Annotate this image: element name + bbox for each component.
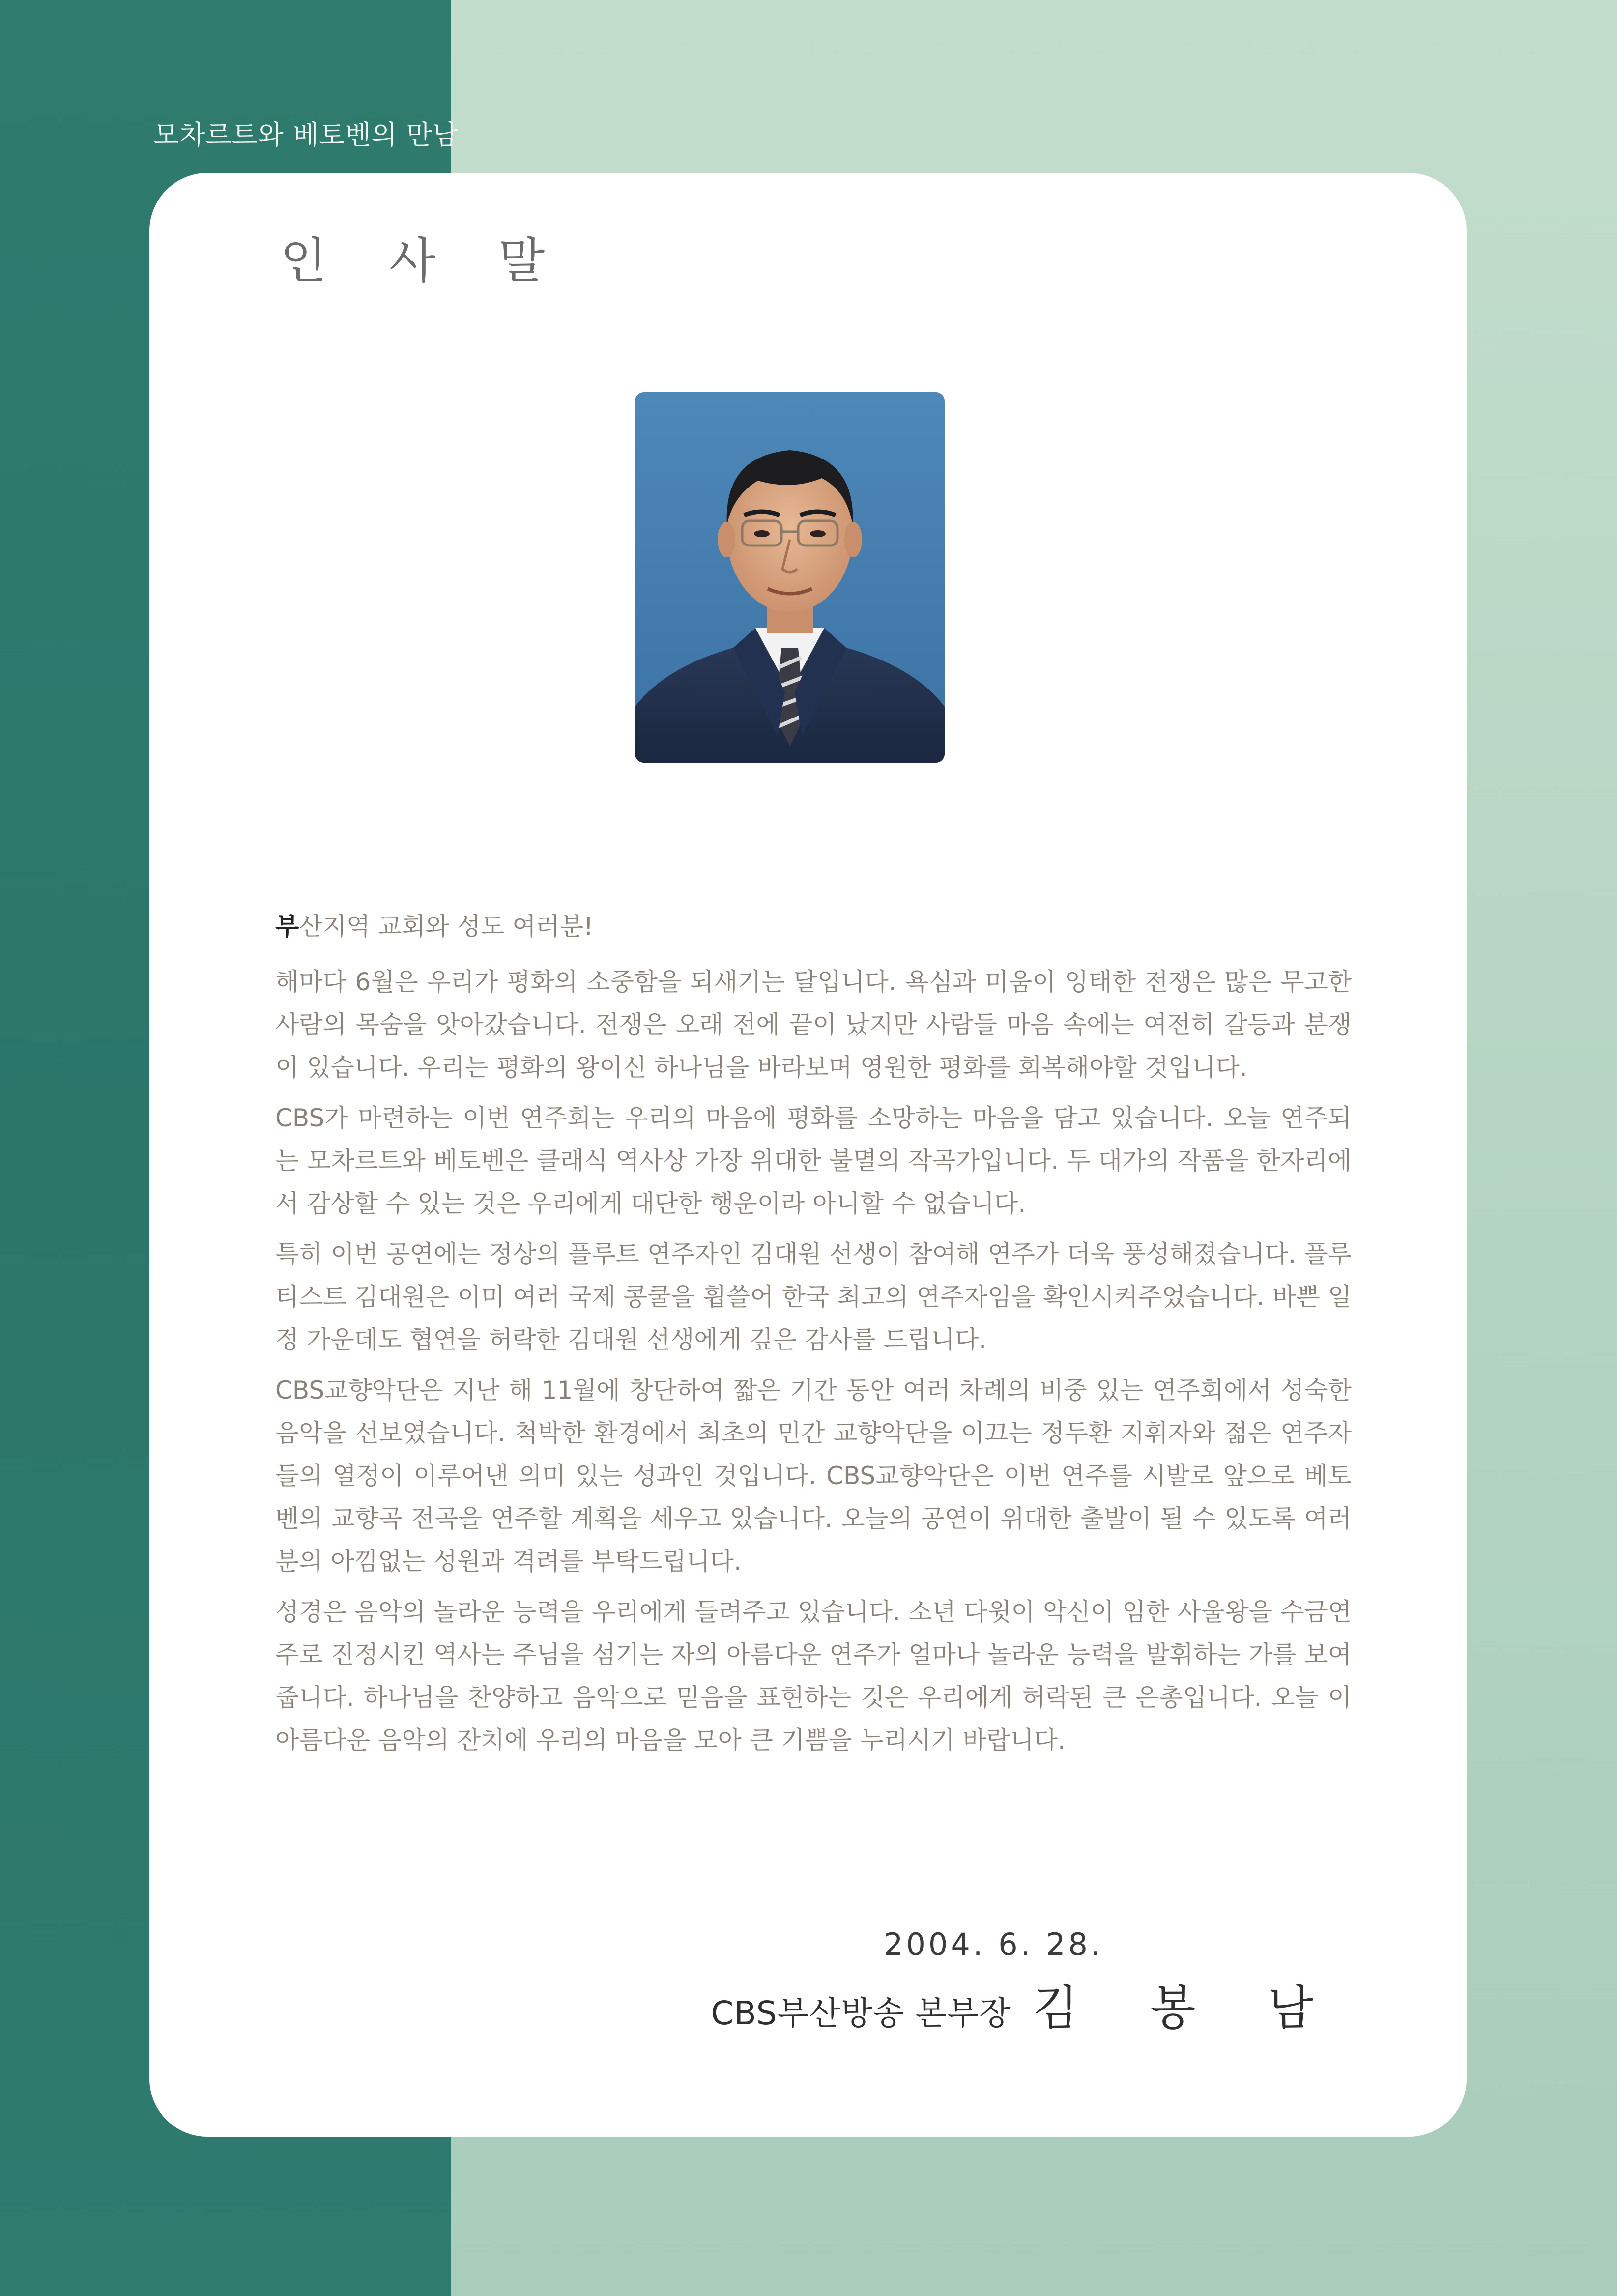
page-heading: 인 사 말 bbox=[280, 233, 569, 289]
salutation bbox=[275, 905, 1352, 948]
series-title: 모차르트와 베토벤의 만남 bbox=[153, 119, 459, 150]
paragraph-2: CBS가 마련하는 이번 연주회는 우리의 마음에 평화를 소망하는 마음을 담고 있습니다. 오늘 연주되는 모차르트와 베토벤은 클래식 역사상 가장 위대한 불멸의 작곡가입니다. 두 대가의 작품을 한자리에서 감상할 수 있는 것은 우리에게 대단한 행운이라 아니할 수 없습니다. bbox=[275, 1104, 1352, 1218]
paragraph-4: CBS교향악단은 지난 해 11월에 창단하여 짧은 기간 동안 여러 차례의 비중 있는 연주회에서 성숙한 음악을 선보였습니다. 척박한 환경에서 최초의 민간 교향악단을 이끄는 정두환 지휘자와 젊은 연주자들의 열정이 이루어낸 의미 있는 성과인 것입니다. CBS교향악단은 이번 연주를 시발로 앞으로 베토벤의 교향곡 전곡을 연주할 계획을 세우고 있습니다. 오늘의 공연이 위대한 출발이 될 수 있도록 여러분의 아낌없는 성원과 격려를 부탁드립니다. bbox=[275, 1376, 1352, 1576]
signature-name: 김 봉 남 bbox=[1032, 1980, 1342, 2036]
portrait-photo-icon bbox=[635, 392, 945, 763]
greeting-letter bbox=[275, 905, 1352, 1770]
portrait-photo bbox=[635, 392, 945, 763]
drop-letter: 부 bbox=[275, 912, 299, 941]
signature-organization: CBS부산방송 본부장 bbox=[711, 1994, 1011, 2032]
paragraph-1: 해마다 6월은 우리가 평화의 소중함을 되새기는 달입니다. 욕심과 미움이 잉태한 전쟁은 많은 무고한 사람의 목숨을 앗아갔습니다. 전쟁은 오래 전에 끝이 났지만 사람들 마음 속에는 여전히 갈등과 분쟁 이 있습니다. 우리는 평화의 왕이신 하나님을 바라보며 영원한 평화를 회복해야할 것입니다. bbox=[275, 968, 1352, 1082]
salutation-text: 산지역 교회와 성도 여러분! bbox=[299, 912, 594, 941]
paragraph-3: 특히 이번 공연에는 정상의 플루트 연주자인 김대원 선생이 참여해 연주가 더욱 풍성해졌습니다. 플루티스트 김대원은 이미 여러 국제 콩쿨을 휩쓸어 한국 최고의 연주자임을 확인시켜주었습니다. 바쁜 일정 가운데도 협연을 허락한 김대원 선생에게 깊은 감사를 드립니다. bbox=[275, 1240, 1352, 1354]
signature bbox=[711, 1971, 1342, 2038]
paragraph-5: 성경은 음악의 놀라운 능력을 우리에게 들려주고 있습니다. 소년 다윗이 악신이 임한 사울왕을 수금연주로 진정시킨 역사는 주님을 섬기는 자의 아름다운 연주가 얼마나 놀라운 능력을 발휘하는 가를 보여줍니다. 하나님을 찬양하고 음악으로 믿음을 표현하는 것은 우리에게 허락된 큰 은총입니다. 오늘 이 아름다운 음악의 잔치에 우리의 마음을 모아 큰 기쁨을 누리시기 바랍니다. bbox=[275, 1598, 1352, 1754]
letter-date: 2004. 6. 28. bbox=[884, 1926, 1103, 1962]
